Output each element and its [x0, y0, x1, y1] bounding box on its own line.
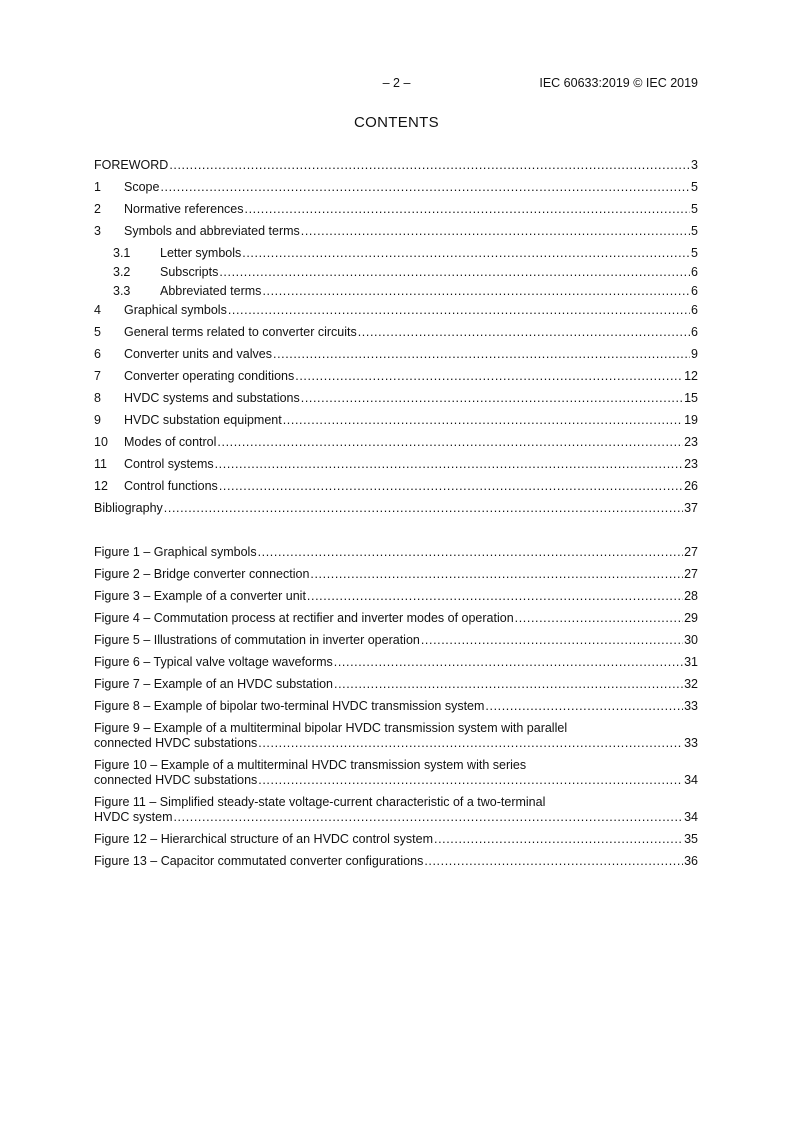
figure-entry-label: Figure 3 – Example of a converter unit	[94, 589, 306, 603]
toc-entry-number: 3	[94, 224, 101, 238]
toc-entry-page: 6	[691, 284, 698, 298]
toc-entry-number: 8	[94, 391, 101, 405]
toc-entry-3-3[interactable]	[94, 284, 698, 303]
figure-entry-9[interactable]	[94, 721, 698, 758]
document-reference: IEC 60633:2019 © IEC 2019	[539, 76, 698, 90]
dot-leader	[258, 545, 684, 560]
toc-entry-label: Letter symbols	[160, 246, 242, 260]
figure-entry-8[interactable]	[94, 699, 698, 721]
figure-entry-label: Figure 4 – Commutation process at rectifier and inverter modes of operation	[94, 611, 514, 625]
figure-entry-page: 34	[684, 773, 698, 787]
toc-entry-4[interactable]	[94, 303, 698, 325]
figure-entry-label: Figure 12 – Hierarchical structure of an HVDC control system	[94, 832, 434, 846]
toc-entry-2[interactable]	[94, 202, 698, 224]
table-of-contents	[94, 158, 698, 876]
toc-entry-3[interactable]	[94, 224, 698, 246]
toc-entry-page: 23	[684, 435, 698, 449]
dot-leader	[164, 501, 683, 516]
toc-entry-page: 6	[691, 303, 698, 317]
toc-entry-label: Control systems	[124, 457, 214, 471]
toc-entry-label: HVDC systems and substations	[124, 391, 300, 405]
dot-leader	[358, 325, 690, 340]
dot-leader	[434, 832, 683, 847]
toc-entry-number: 10	[94, 435, 108, 449]
dot-leader	[215, 457, 683, 472]
toc-entry-page: 9	[691, 347, 698, 361]
figure-entry-page: 30	[684, 633, 698, 647]
figure-entry-label: Figure 5 – Illustrations of commutation in inverter operation	[94, 633, 420, 647]
toc-entry-page: 6	[691, 265, 698, 279]
toc-entry-label: Control functions	[124, 479, 218, 493]
toc-entry-number: 11	[94, 457, 107, 471]
dot-leader	[334, 655, 683, 670]
dot-leader	[295, 369, 683, 384]
toc-entry-page: 3	[691, 158, 698, 172]
toc-entry-number: 3.2	[113, 265, 131, 279]
toc-entry-number: 7	[94, 369, 101, 383]
toc-entry-page: 5	[691, 180, 698, 194]
toc-entry-bibliography[interactable]	[94, 501, 698, 523]
dot-leader	[245, 202, 691, 217]
figure-entry-page: 29	[684, 611, 698, 625]
figure-entry-label: Figure 9 – Example of a multiterminal bipolar HVDC transmission system with parallel	[94, 721, 568, 735]
dot-leader	[160, 180, 690, 195]
figure-entry-page: 28	[684, 589, 698, 603]
toc-entry-label: FOREWORD	[94, 158, 169, 172]
toc-entry-label: Symbols and abbreviated terms	[124, 224, 300, 238]
toc-entry-label: Bibliography	[94, 501, 163, 515]
toc-entry-label: HVDC substation equipment	[124, 413, 282, 427]
dot-leader	[334, 677, 683, 692]
toc-entry-foreword[interactable]	[94, 158, 698, 180]
toc-entry-label: Normative references	[124, 202, 244, 216]
figure-entry-page: 32	[684, 677, 698, 691]
toc-entry-7[interactable]	[94, 369, 698, 391]
dot-leader	[242, 246, 690, 261]
toc-entry-page: 5	[691, 202, 698, 216]
toc-entry-3-1[interactable]	[94, 246, 698, 265]
dot-leader	[262, 284, 690, 299]
toc-entry-number: 3.3	[113, 284, 131, 298]
toc-entry-page: 23	[684, 457, 698, 471]
toc-entry-12[interactable]	[94, 479, 698, 501]
figure-entry-6[interactable]	[94, 655, 698, 677]
figure-entry-10[interactable]	[94, 758, 698, 795]
figure-entry-page: 27	[684, 567, 698, 581]
figure-entry-label: Figure 2 – Bridge converter connection	[94, 567, 310, 581]
toc-entry-label: Converter units and valves	[124, 347, 272, 361]
figure-entry-11[interactable]	[94, 795, 698, 832]
figure-entry-13[interactable]	[94, 854, 698, 876]
toc-entry-number: 5	[94, 325, 101, 339]
toc-entry-8[interactable]	[94, 391, 698, 413]
toc-entry-page: 37	[684, 501, 698, 515]
dot-leader	[310, 567, 683, 582]
figure-entry-2[interactable]	[94, 567, 698, 589]
toc-entry-label: Scope	[124, 180, 160, 194]
figure-entry-label-continued: connected HVDC substations	[94, 773, 258, 787]
toc-entry-page: 12	[684, 369, 698, 383]
figure-entry-page: 34	[684, 810, 698, 824]
dot-leader	[217, 435, 683, 450]
toc-entry-page: 15	[684, 391, 698, 405]
dot-leader	[273, 347, 690, 362]
figure-entry-3[interactable]	[94, 589, 698, 611]
section-gap	[94, 523, 698, 545]
dot-leader	[219, 479, 683, 494]
page-title: CONTENTS	[354, 114, 439, 131]
figure-entry-page: 33	[684, 736, 698, 750]
figure-entry-label: Figure 6 – Typical valve voltage waveforms	[94, 655, 333, 669]
figure-entry-page: 27	[684, 545, 698, 559]
toc-entry-label: Abbreviated terms	[160, 284, 262, 298]
figure-entry-12[interactable]	[94, 832, 698, 854]
toc-entry-5[interactable]	[94, 325, 698, 347]
toc-entry-page: 19	[684, 413, 698, 427]
dot-leader	[424, 854, 683, 869]
figure-entry-label-continued: HVDC system	[94, 810, 173, 824]
toc-entry-number: 3.1	[113, 246, 131, 260]
figure-entry-label: Figure 8 – Example of bipolar two-terminal HVDC transmission system	[94, 699, 485, 713]
toc-entry-label: Graphical symbols	[124, 303, 227, 317]
figure-entry-label: Figure 13 – Capacitor commutated converter configurations	[94, 854, 424, 868]
toc-entry-1[interactable]	[94, 180, 698, 202]
dot-leader	[219, 265, 690, 280]
dot-leader	[301, 391, 683, 406]
toc-entry-number: 9	[94, 413, 101, 427]
figure-entry-4[interactable]	[94, 611, 698, 633]
dot-leader	[421, 633, 683, 648]
figure-entry-label-continued: connected HVDC substations	[94, 736, 258, 750]
figure-entry-page: 33	[684, 699, 698, 713]
dot-leader	[258, 773, 683, 788]
figure-entry-7[interactable]	[94, 677, 698, 699]
figure-entry-label: Figure 10 – Example of a multiterminal HVDC transmission system with series	[94, 758, 527, 772]
toc-entry-3-2[interactable]	[94, 265, 698, 284]
toc-entry-10[interactable]	[94, 435, 698, 457]
dot-leader	[173, 810, 683, 825]
dot-leader	[485, 699, 683, 714]
toc-entry-label: General terms related to converter circuits	[124, 325, 357, 339]
dot-leader	[169, 158, 690, 173]
toc-entry-6[interactable]	[94, 347, 698, 369]
toc-entry-page: 5	[691, 224, 698, 238]
toc-entry-label: Subscripts	[160, 265, 219, 279]
dot-leader	[307, 589, 683, 604]
toc-entry-number: 4	[94, 303, 101, 317]
dot-leader	[258, 736, 683, 751]
figure-entry-5[interactable]	[94, 633, 698, 655]
figure-entry-1[interactable]	[94, 545, 698, 567]
toc-entry-number: 12	[94, 479, 108, 493]
toc-entry-page: 5	[691, 246, 698, 260]
toc-entry-9[interactable]	[94, 413, 698, 435]
figure-entry-page: 35	[684, 832, 698, 846]
figure-entry-label: Figure 1 – Graphical symbols	[94, 545, 257, 559]
toc-entry-page: 26	[684, 479, 698, 493]
page-number: – 2 –	[382, 76, 411, 90]
dot-leader	[301, 224, 690, 239]
dot-leader	[228, 303, 690, 318]
figure-entry-label: Figure 11 – Simplified steady-state voltage-current characteristic of a two-terminal	[94, 795, 546, 809]
toc-entry-label: Modes of control	[124, 435, 217, 449]
toc-entry-label: Converter operating conditions	[124, 369, 295, 383]
toc-entry-number: 2	[94, 202, 101, 216]
figure-entry-page: 31	[684, 655, 698, 669]
dot-leader	[283, 413, 683, 428]
toc-entry-number: 6	[94, 347, 101, 361]
dot-leader	[515, 611, 683, 626]
toc-entry-number: 1	[94, 180, 101, 194]
figure-entry-label: Figure 7 – Example of an HVDC substation	[94, 677, 334, 691]
toc-entry-page: 6	[691, 325, 698, 339]
figure-entry-page: 36	[684, 854, 698, 868]
toc-entry-11[interactable]	[94, 457, 698, 479]
